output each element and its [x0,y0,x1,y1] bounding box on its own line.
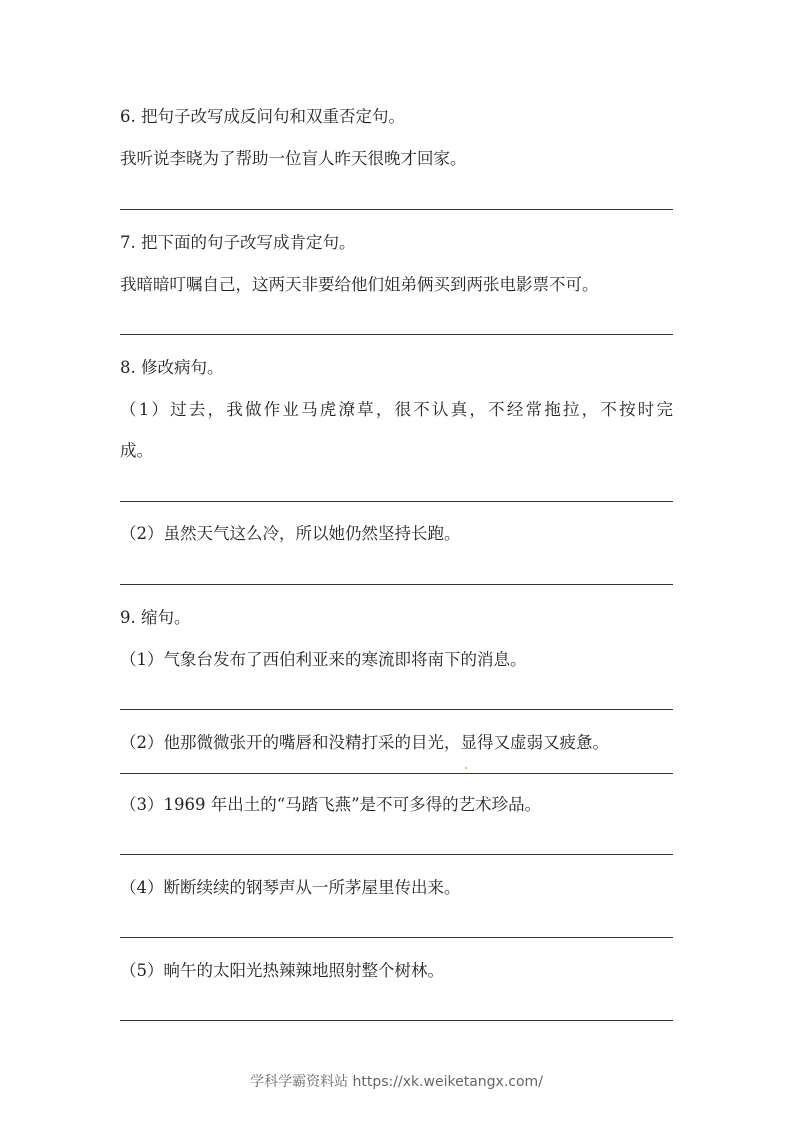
q9-item-1-answer-line [120,709,673,710]
q6-answer-line [120,209,673,210]
q8-item1-line1: （1）过去，我做作业马虎潦草，很不认真，不经常拖拉，不按时完 [120,400,673,419]
q7-title: 7. 把下面的句子改写成肯定句。 [120,233,356,252]
q9-item-4: （4）断断续续的钢琴声从一所茅屋里传出来。 [120,878,461,897]
q9-title: 9. 缩句。 [120,608,191,627]
stray-mark [465,767,467,769]
q7-sentence: 我暗暗叮嘱自己，这两天非要给他们姐弟俩买到两张电影票不可。 [120,275,599,294]
q9-item-4-answer-line [120,937,673,938]
q8-title: 8. 修改病句。 [120,358,224,377]
q6-sentence: 我听说李晓为了帮助一位盲人昨天很晚才回家。 [120,149,467,168]
q9-item-3: （3）1969 年出土的“马踏飞燕”是不可多得的艺术珍品。 [120,795,542,814]
q8-item1-answer-line [120,501,673,502]
q9-item-1: （1）气象台发布了西伯利亚来的寒流即将南下的消息。 [120,650,527,669]
q9-item-2-answer-line [120,773,673,774]
q9-item-2: （2）他那微微张开的嘴唇和没精打采的目光，显得又虚弱又疲惫。 [120,733,609,752]
q9-item-5-answer-line [120,1020,673,1021]
q7-answer-line [120,334,673,335]
q6-title: 6. 把句子改写成反问句和双重否定句。 [120,107,405,126]
q8-item1-line2: 成。 [120,441,153,460]
footer-source-text: 学科学霸资料站 https://xk.weiketangx.com/ [250,1074,543,1090]
q8-item2: （2）虽然天气这么冷，所以她仍然坚持长跑。 [120,524,461,543]
q9-item-5: （5）晌午的太阳光热辣辣地照射整个树林。 [120,961,444,980]
q8-item2-answer-line [120,584,673,585]
q9-item-3-answer-line [120,854,673,855]
